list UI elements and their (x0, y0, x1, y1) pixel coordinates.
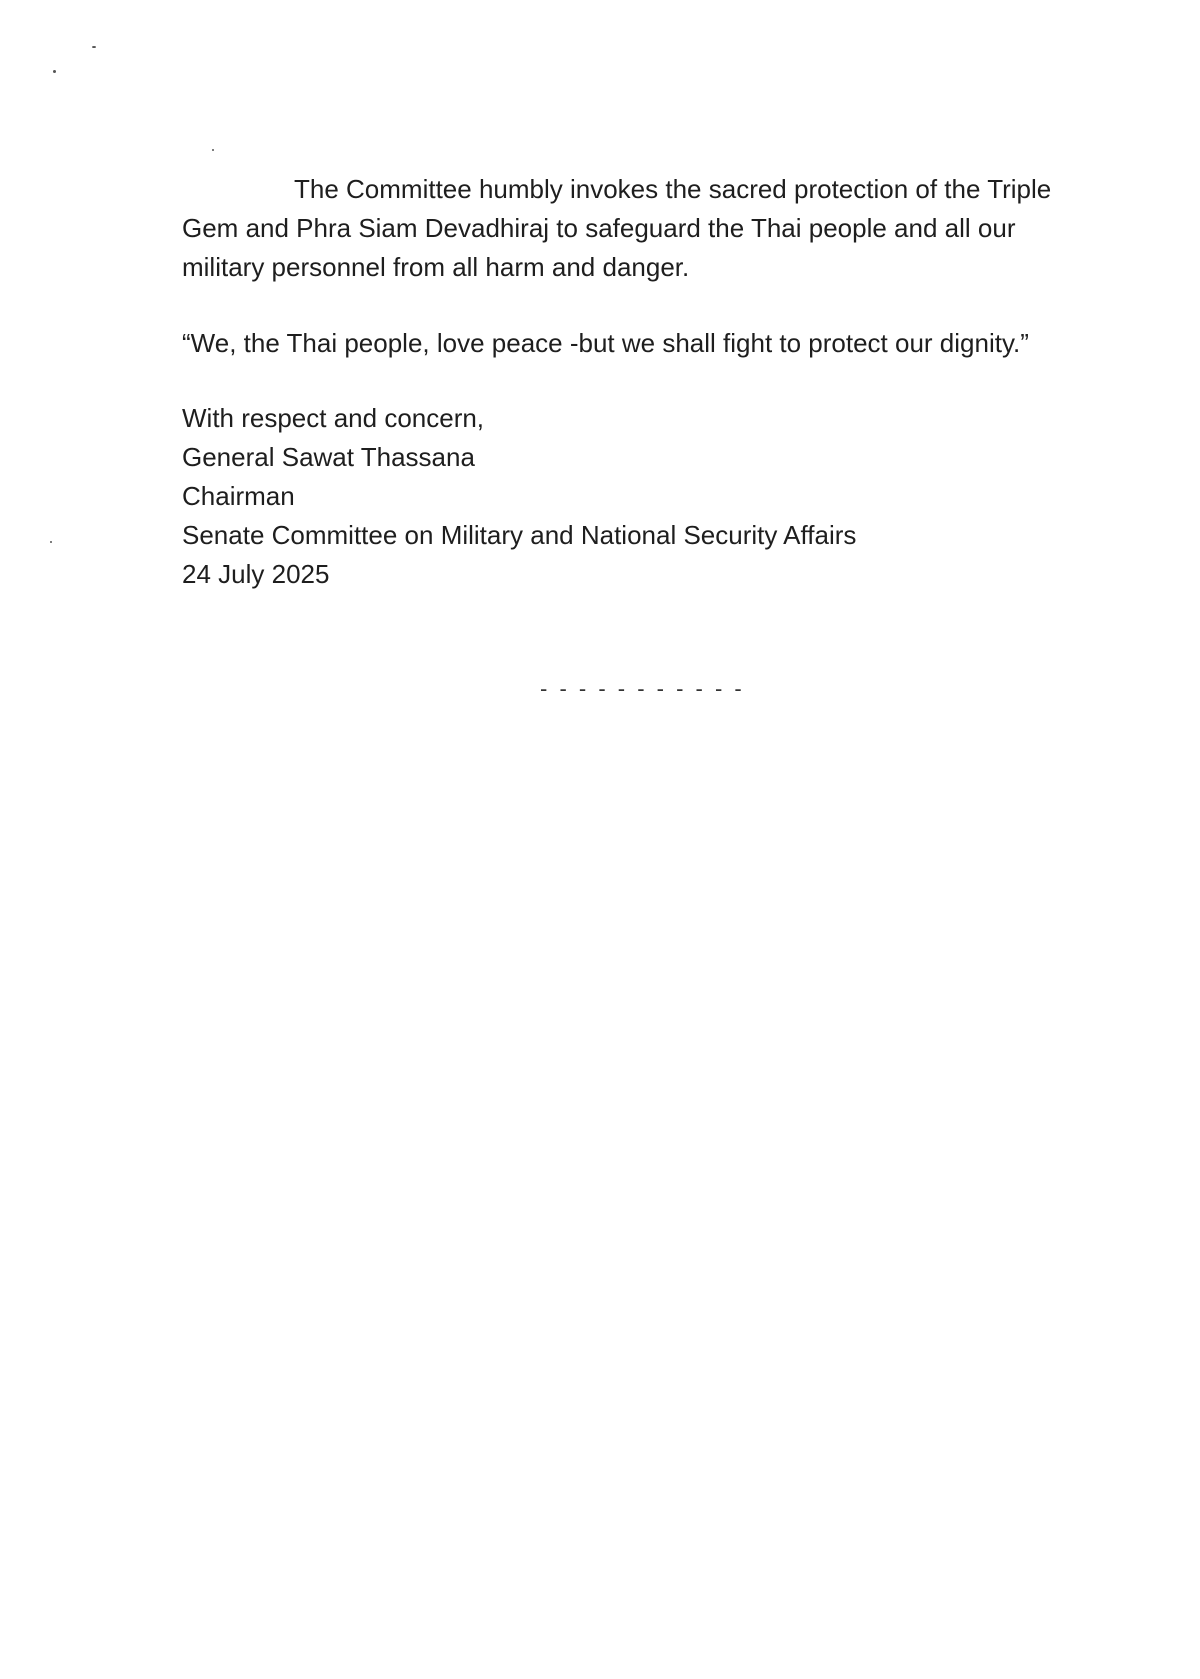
signature-block (182, 399, 1082, 594)
scan-speck (53, 70, 56, 73)
scan-speck (50, 541, 52, 543)
signatory-title: Chairman (182, 481, 295, 511)
scan-speck (92, 46, 96, 48)
closing-line: With respect and concern, (182, 403, 485, 433)
letter-body (182, 170, 1082, 594)
letter-date: 24 July 2025 (182, 559, 330, 589)
invocation-paragraph: The Committee humbly invokes the sacred protection of the Triple Gem and Phra Siam Devadhiraj to safeguard the Thai people and all our military personnel from all harm and danger. (182, 174, 1052, 282)
quote-paragraph: “We, the Thai people, love peace -but we shall fight to protect our dignity.” (182, 328, 1029, 358)
signatory-organization: Senate Committee on Military and National Security Affairs (182, 520, 857, 550)
end-divider: - - - - - - - - - - - (540, 676, 745, 701)
signatory-name: General Sawat Thassana (182, 442, 475, 472)
scan-speck (212, 149, 214, 151)
